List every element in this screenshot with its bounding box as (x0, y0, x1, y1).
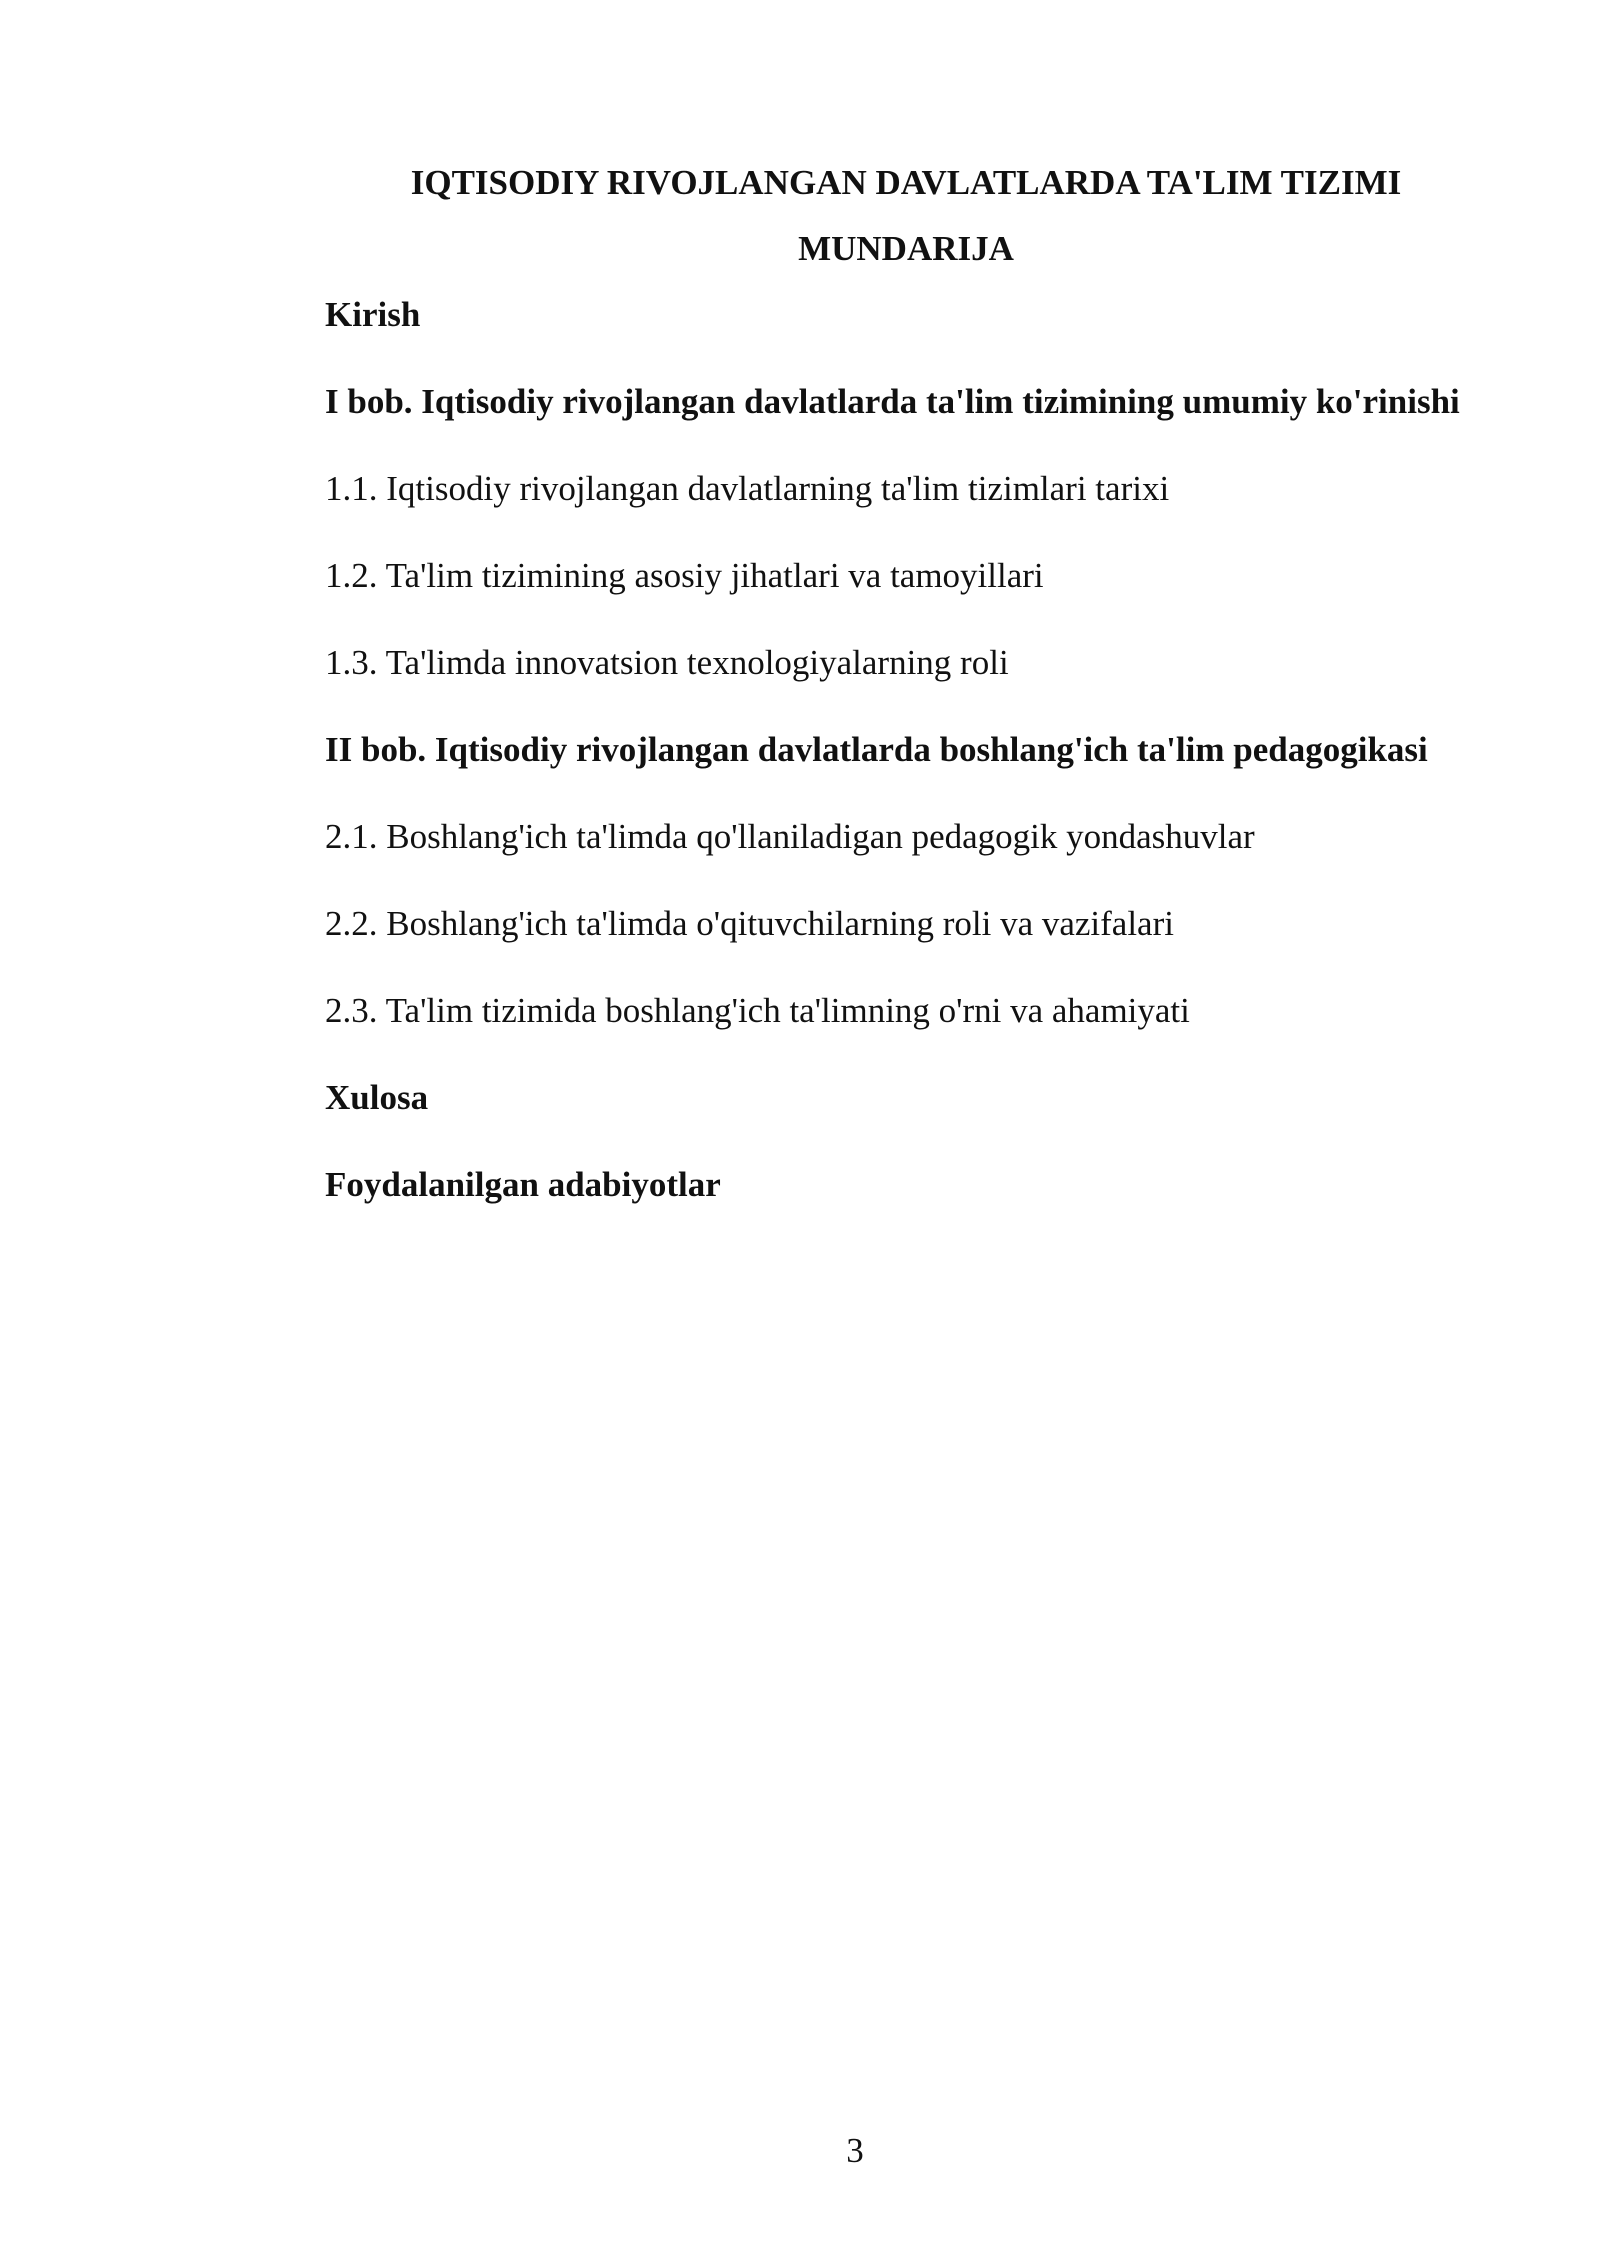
toc-heading: MUNDARIJA (798, 229, 1014, 268)
document-title: IQTISODIY RIVOJLANGAN DAVLATLARDA TA'LIM TIZIMI (410, 163, 1402, 202)
toc-item-2-2: 2.2. Boshlang'ich ta'limda o'qituvchilarning roli va vazifalari (325, 904, 1174, 943)
toc-item-1-3: 1.3. Ta'limda innovatsion texnologiyalarning roli (325, 643, 1009, 682)
toc-item-intro: Kirish (325, 295, 421, 334)
toc-item-1-2: 1.2. Ta'lim tizimining asosiy jihatlari va tamoyillari (325, 556, 1044, 595)
table-of-contents (230, 150, 1487, 1218)
page-number: 3 (846, 2131, 864, 2170)
toc-item-chapter-1: I bob. Iqtisodiy rivojlangan davlatlarda ta'lim tizimining umumiy ko'rinishi (325, 382, 1460, 421)
toc-item-conclusion: Xulosa (325, 1078, 429, 1117)
toc-item-2-3: 2.3. Ta'lim tizimida boshlang'ich ta'limning o'rni va ahamiyati (325, 991, 1190, 1030)
toc-item-references: Foydalanilgan adabiyotlar (325, 1165, 721, 1204)
toc-item-chapter-2: II bob. Iqtisodiy rivojlangan davlatlarda boshlang'ich ta'lim pedagogikasi (325, 730, 1428, 769)
toc-item-2-1: 2.1. Boshlang'ich ta'limda qo'llaniladigan pedagogik yondashuvlar (325, 817, 1255, 856)
toc-item-1-1: 1.1. Iqtisodiy rivojlangan davlatlarning ta'lim tizimlari tarixi (325, 469, 1170, 508)
